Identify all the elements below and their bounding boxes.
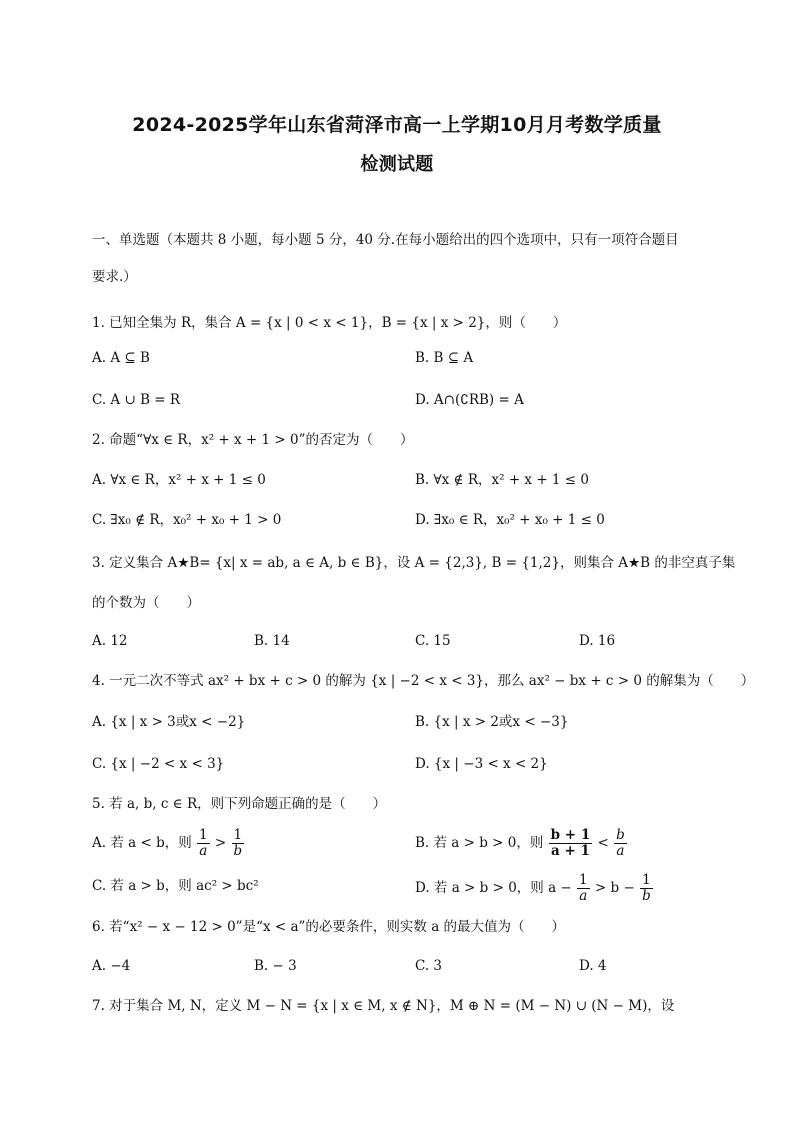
q4-option-c: C. {x | −2 < x < 3} [92, 756, 225, 772]
q2-stem: 2. 命题“∀x ∈ R，x² + x + 1 > 0”的否定为（ ） [92, 432, 414, 448]
q2-option-c: C. ∃x₀ ∉ R，x₀² + x₀ + 1 > 0 [92, 512, 282, 528]
q5-b-prefix: B. 若 a > b > 0，则 [415, 835, 544, 851]
q5-option-d [415, 873, 654, 904]
q1-option-d: D. A∩(∁RB) = A [415, 392, 524, 408]
q1-option-a: A. A ⊆ B [92, 350, 150, 366]
doc-title-line2: 检测试题 [360, 154, 434, 175]
q3-option-d: D. 16 [579, 633, 616, 649]
q5-d-mid: > b − [594, 880, 635, 896]
q6-option-a: A. −4 [92, 958, 131, 974]
q5-option-a [92, 828, 245, 859]
q2-option-a: A. ∀x ∈ R，x² + x + 1 ≤ 0 [92, 472, 266, 488]
q5-d-frac2: $\frac{1}{b}$ [642, 872, 651, 904]
q6-option-b: B. − 3 [254, 958, 297, 974]
q5-b-frac2: $\frac{b}{a}$ [616, 827, 625, 859]
q3-option-b: B. 14 [254, 633, 290, 649]
q3-option-a: A. 12 [92, 633, 128, 649]
q5-a-frac1: $\frac{1}{a}$ [199, 827, 208, 859]
q6-stem: 6. 若“x² − x − 12 > 0”是“x < a”的必要条件，则实数 a 的最大值为（ ） [92, 919, 566, 935]
doc-title-line1: 2024-2025学年山东省菏泽市高一上学期10月月考数学质量 [132, 114, 662, 136]
q3-stem-line1: 3. 定义集合 A★B= {x| x = ab, a ∈ A, b ∈ B}，设 A = {2,3}, B = {1,2}，则集合 A★B 的非空真子集 [92, 555, 736, 571]
q1-stem: 1. 已知全集为 R，集合 A = {x | 0 < x < 1}，B = {x | x > 2}，则（ ） [92, 315, 567, 331]
q5-a-prefix: A. 若 a < b，则 [92, 835, 192, 851]
q6-option-d: D. 4 [579, 958, 607, 974]
q4-option-a: A. {x | x > 3或x < −2} [92, 714, 246, 730]
q5-option-b [415, 828, 628, 859]
q1-option-b: B. B ⊆ A [415, 350, 474, 366]
q2-option-d: D. ∃x₀ ∈ R，x₀² + x₀ + 1 ≤ 0 [415, 512, 605, 528]
q5-a-frac2: $\frac{1}{b}$ [233, 827, 243, 859]
q5-b-frac1: $\frac{b + 1}{a + 1}$ [550, 827, 591, 859]
q5-a-op: > [214, 835, 227, 851]
q5-d-frac1: $\frac{1}{a}$ [579, 872, 588, 904]
section-heading-line2: 要求.） [92, 269, 137, 285]
q5-option-c: C. 若 a > b，则 ac² > bc² [92, 878, 259, 894]
q4-option-d: D. {x | −3 < x < 2} [415, 756, 548, 772]
q6-option-c: C. 3 [415, 958, 443, 974]
q5-b-op: < [597, 835, 609, 851]
q7-stem: 7. 对于集合 M, N，定义 M − N = {x | x ∈ M, x ∉ N}，M ⊕ N = (M − N) ∪ (N − M)，设 [92, 998, 675, 1014]
q1-option-c: C. A ∪ B = R [92, 392, 181, 408]
q3-stem-line2: 的个数为（ ） [92, 595, 200, 611]
section-heading-line1: 一、单选题（本题共 8 小题，每小题 5 分，40 分.在每小题给出的四个选项中，只有一项符合题目 [92, 232, 679, 248]
q5-stem: 5. 若 a, b, c ∈ R，则下列命题正确的是（ ） [92, 796, 387, 812]
q4-stem: 4. 一元二次不等式 ax² + bx + c > 0 的解为 {x | −2 < x < 3}，那么 ax² − bx + c > 0 的解集为（ ） [92, 673, 755, 689]
q4-option-b: B. {x | x > 2或x < −3} [415, 714, 569, 730]
q2-option-b: B. ∀x ∉ R，x² + x + 1 ≤ 0 [415, 472, 590, 488]
q5-d-prefix: D. 若 a > b > 0，则 a − [415, 880, 572, 896]
q3-option-c: C. 15 [415, 633, 451, 649]
